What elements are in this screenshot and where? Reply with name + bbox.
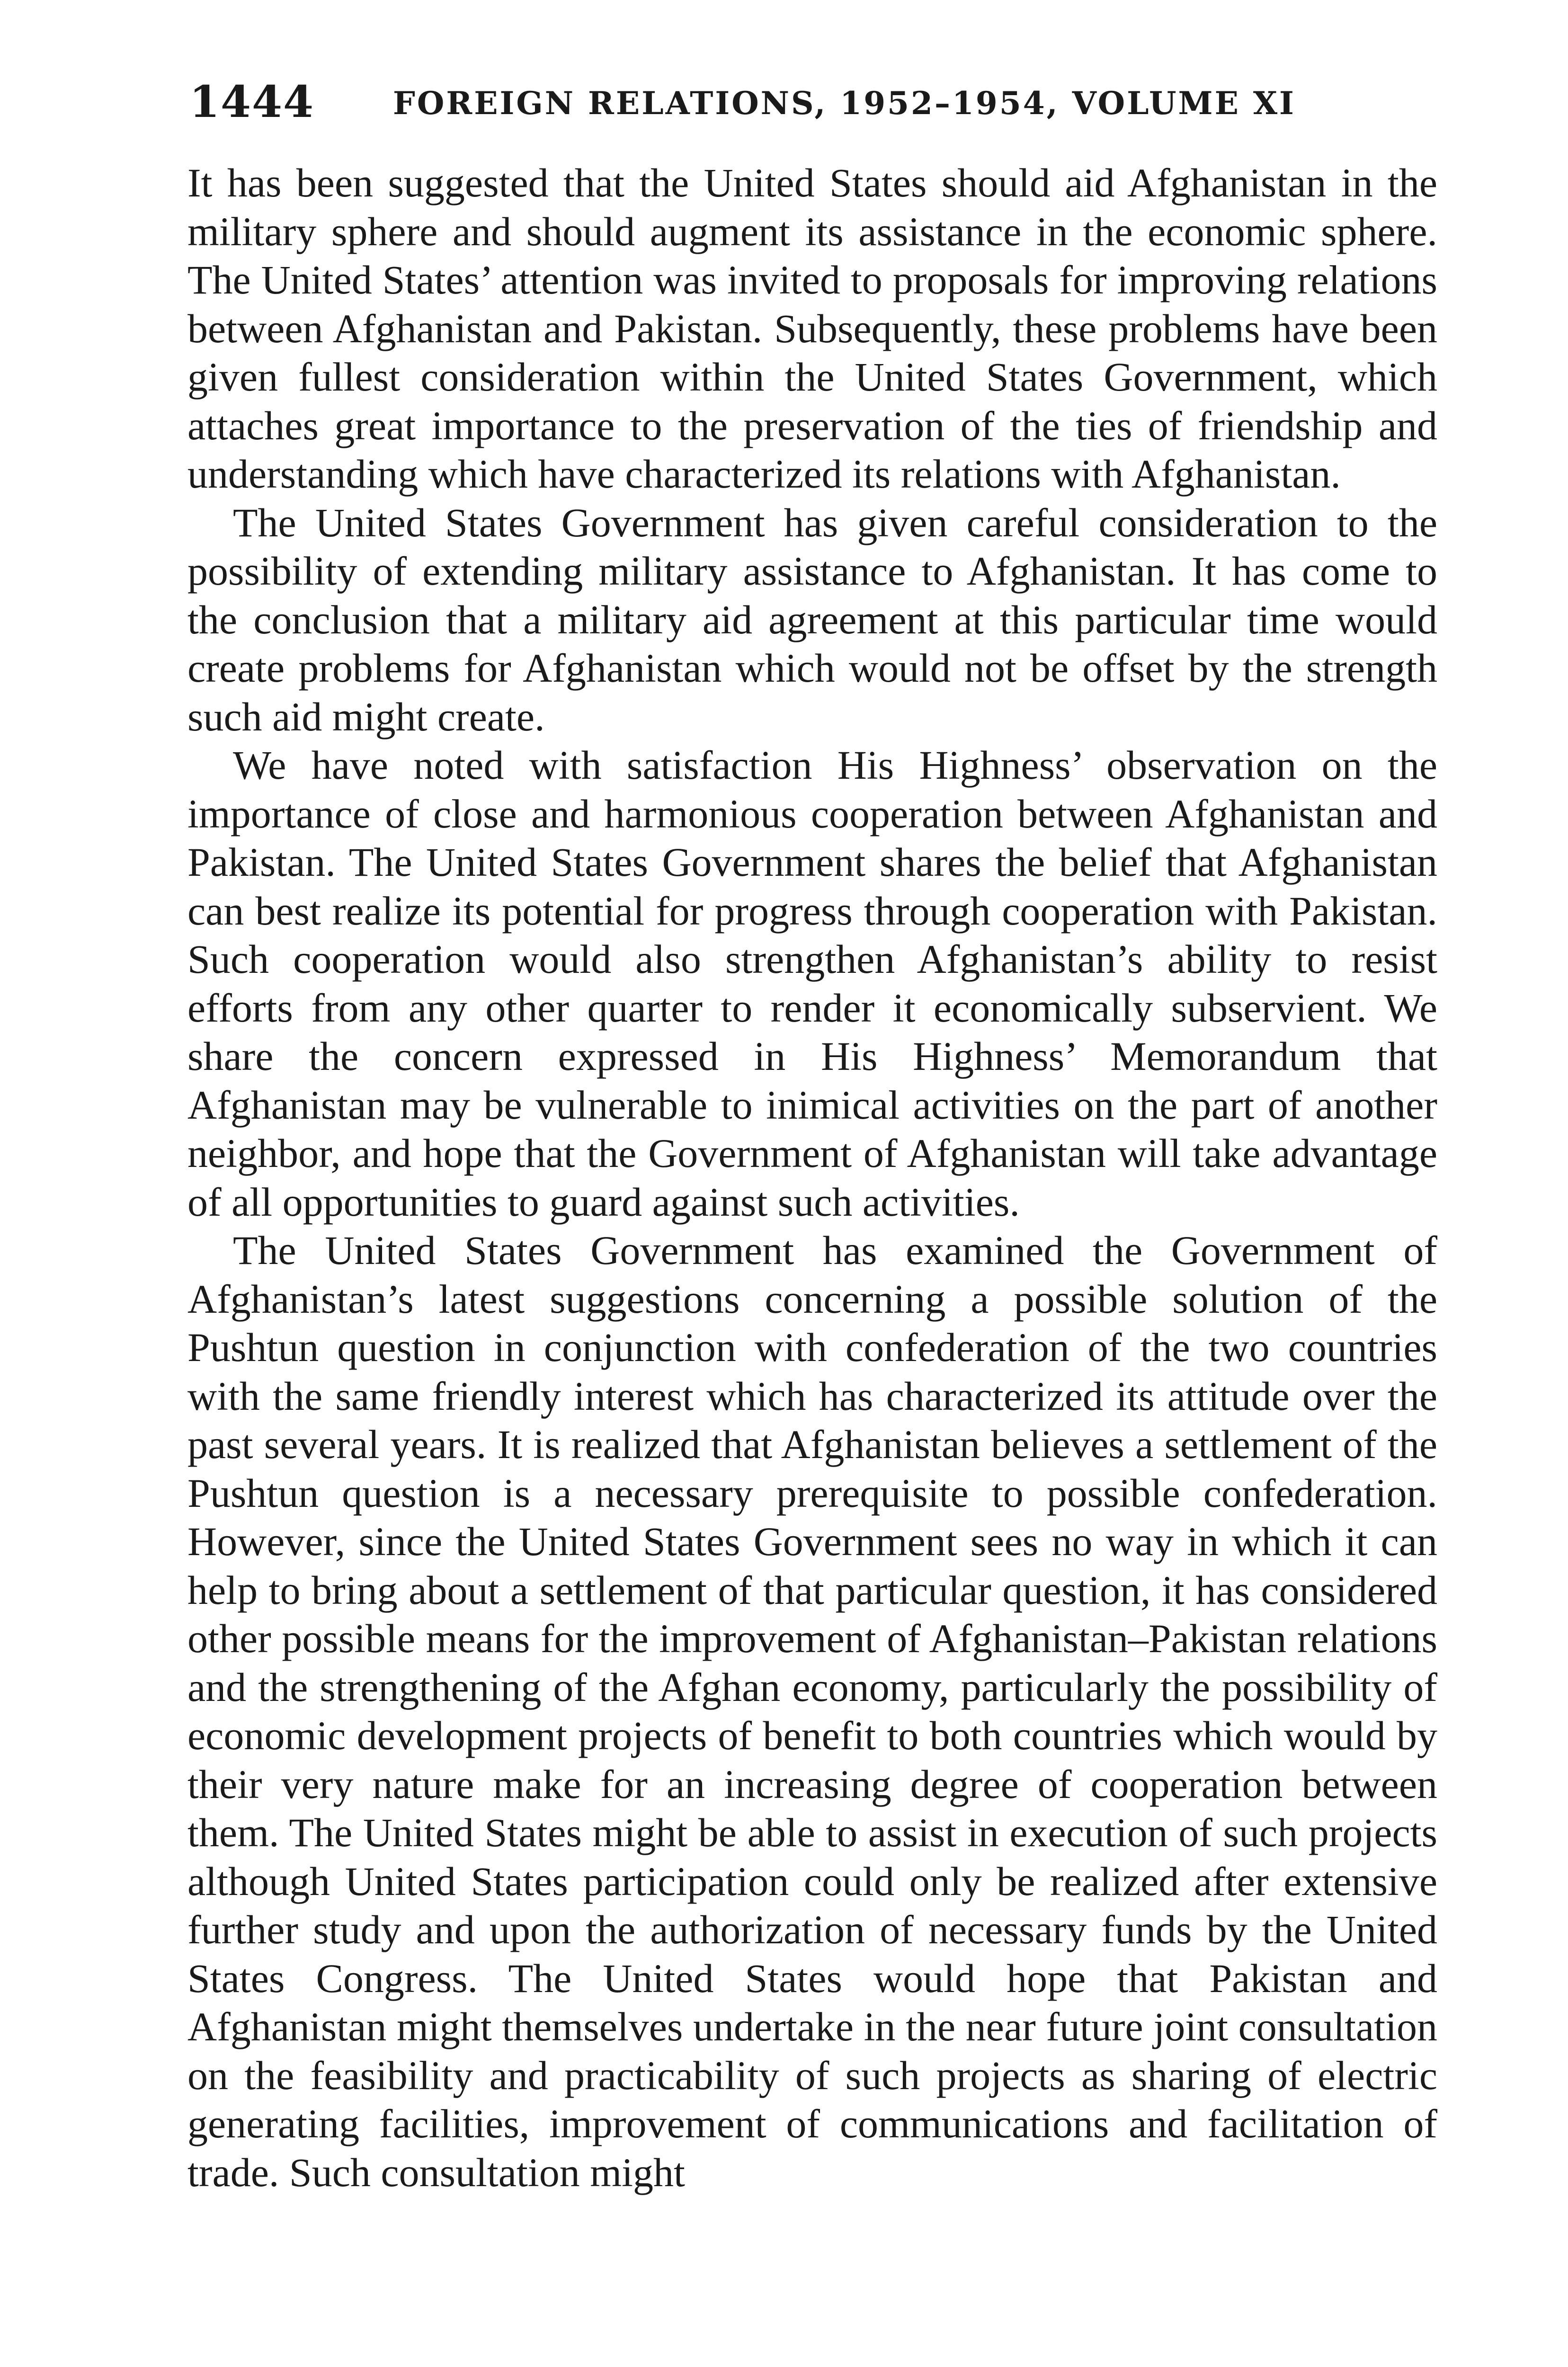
paragraph-military-aid-request: It has been suggested that the United States should aid Afghanistan in the military sphere and should augment its assistance in the economic sphere. The United States’ attention was invited to proposals for improving relations between Afghanistan and Pakistan. Subsequently, these problems have been given fullest consideration within the United States Government, which attaches great importance to the preservation of the ties of friendship and understanding which have characterized its relations with Afghanistan.: [187, 160, 1437, 497]
volume-title: FOREIGN RELATIONS, 1952–1954, VOLUME XI: [393, 85, 1296, 122]
paragraph-afghanistan-pakistan-cooperation: We have noted with satisfaction His Highness’ observation on the importance of close and harmonious cooperation between Afghanistan and Pakistan. The United States Government shares the belief that Afghanistan can best realize its potential for progress through cooperation with Pakistan. Such cooperation would also strengthen Afghanistan’s ability to resist efforts from any other quarter to render it economically subservient. We share the concern expressed in His Highness’ Memorandum that Afghanistan may be vulnerable to inimical activities on the part of another neighbor, and hope that the Government of Afghanistan will take advantage of all opportunities to guard against such activities.: [187, 742, 1437, 1225]
running-head: [189, 71, 1439, 133]
paragraph-military-assistance-decision: The United States Government has given careful consideration to the possibility of extending military assistance to Afghanistan. It has come to the conclusion that a military aid agreement at this particular time would create problems for Afghanistan which would not be offset by the strength such aid might create.: [187, 499, 1437, 739]
body-text: [187, 159, 1437, 2197]
paragraph-pushtun-question: The United States Government has examined the Government of Afghanistan’s latest suggestions concerning a possible solution of the Pushtun question in conjunction with confederation of the two countries with the same friendly interest which has characterized its attitude over the past several years. It is realized that Afghanistan believes a settlement of the Pushtun question is a necessary prerequisite to possible confederation. However, since the United States Government sees no way in which it can help to bring about a settlement of that particular question, it has considered other possible means for the improvement of Afghanistan–Pakistan relations and the strengthening of the Afghan economy, particularly the possibility of economic development projects of benefit to both countries which would by their very nature make for an increasing degree of cooperation between them. The United States might be able to assist in execution of such projects although United States participation could only be realized after extensive further study and upon the authorization of necessary funds by the United States Congress. The United States would hope that Pakistan and Afghanistan might themselves undertake in the near future joint consultation on the feasibility and practicability of such projects as sharing of electric generating facilities, improvement of communications and facilitation of trade. Such consultation might: [187, 1228, 1437, 2195]
page-number: 1444: [189, 76, 315, 127]
